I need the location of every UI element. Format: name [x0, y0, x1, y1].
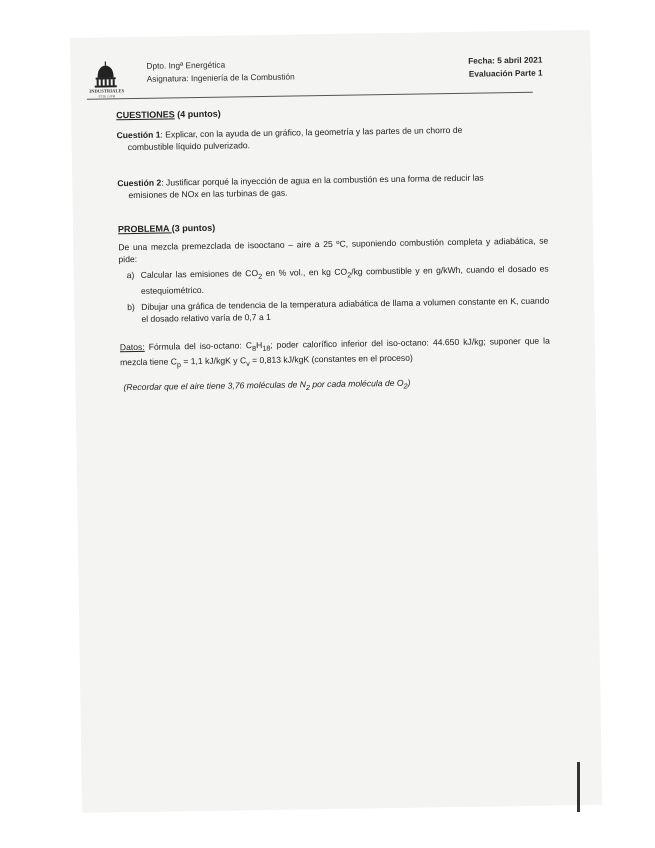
datos-part4: = 1,1 kJ/kgK y C [180, 355, 247, 367]
item-a [119, 263, 549, 297]
item-a-sub2: 2 [347, 271, 352, 280]
item-a-sub1: 2 [258, 272, 263, 281]
dome-icon [86, 61, 124, 90]
question-2-text-b: emisiones de NOx en las turbinas de gas. [128, 187, 288, 201]
item-b-text: Dibujar una gráfica de tendencia de la temperatura adiabática de llama a volumen constante en K, cuando el dosado relativo varía de 0,7 a 1 [141, 295, 550, 324]
item-a-part1: Calcular las emisiones de CO [140, 268, 259, 280]
item-b-marker: b) [127, 301, 135, 312]
problema-title: PROBLEMA [117, 223, 172, 235]
question-1-text-b: combustible líquido pulverizado. [127, 140, 251, 153]
school-logo [86, 61, 125, 98]
department: Dpto. Ingª Energética [146, 59, 226, 71]
datos-part2: H [255, 339, 263, 350]
question-2-label: Cuestión 2 [117, 177, 162, 189]
reminder-note [120, 374, 550, 396]
evaluation-label: Evaluación Parte 1 [468, 67, 543, 79]
datos-sub-h: 18 [262, 344, 271, 353]
note-sub-o: 2 [403, 382, 408, 391]
datos-paragraph [120, 334, 550, 372]
cuestiones-heading [116, 103, 546, 122]
question-1-label: Cuestión 1 [116, 129, 161, 141]
datos-part5: = 0,813 kJ/kgK (constantes en el proceso) [249, 353, 413, 366]
item-a-marker: a) [126, 270, 135, 281]
note-sub-n: 2 [305, 383, 311, 392]
datos-sub-v: v [246, 360, 250, 369]
subject: Asignatura: Ingeniería de la Combustión [146, 71, 295, 84]
question-1-text-a: : Explicar, con la ayuda de un gráfico, la geometría y las partes de un chorro de [160, 124, 463, 140]
datos-label: Datos: [119, 341, 145, 352]
note-part1: (Recordar que el aire tiene 3,76 moléculas de N [123, 379, 307, 392]
question-2 [117, 171, 547, 202]
exam-content [116, 103, 551, 406]
item-b [119, 294, 549, 325]
note-part3: ) [407, 377, 411, 388]
note-part2: por cada molécula de O [309, 377, 404, 390]
datos-part3: ; poder calorífico inferior del iso-octano: 44.650 kJ/kg; suponer que la mezcla tiene C [120, 335, 550, 368]
problema-points: (3 puntos) [171, 222, 216, 234]
datos-sub-c: 8 [252, 344, 257, 353]
item-a-part3: /kg combustible y en g/kWh, cuando el dosado es estequiométrico. [140, 263, 549, 296]
question-1 [116, 123, 546, 154]
problema-intro: De una mezcla premezclada de isooctano – aire a 25 ºC, suponiendo combustión completa y adiabática, se pide: [118, 235, 549, 265]
item-a-text [141, 263, 549, 297]
exam-date: Fecha: 5 abril 2021 [468, 54, 543, 66]
item-a-part2: en % vol., en kg CO [262, 266, 348, 279]
logo-subtext: ETSII | UPM [98, 94, 116, 99]
question-2-text-a: : Justificar porqué la inyección de agua en la combustión es una forma de reducir las [161, 172, 484, 188]
problema-heading [118, 217, 548, 236]
cuestiones-title: CUESTIONES [116, 109, 175, 121]
datos-part1: Fórmula del iso-octano: C [144, 339, 253, 352]
logo-text: INDUSTRIALES [89, 88, 125, 94]
datos-sub-p: p [176, 361, 182, 370]
problema-items [119, 263, 550, 325]
edge-mark [577, 762, 580, 812]
exam-page [70, 30, 602, 813]
cuestiones-points: (4 puntos) [174, 108, 221, 120]
